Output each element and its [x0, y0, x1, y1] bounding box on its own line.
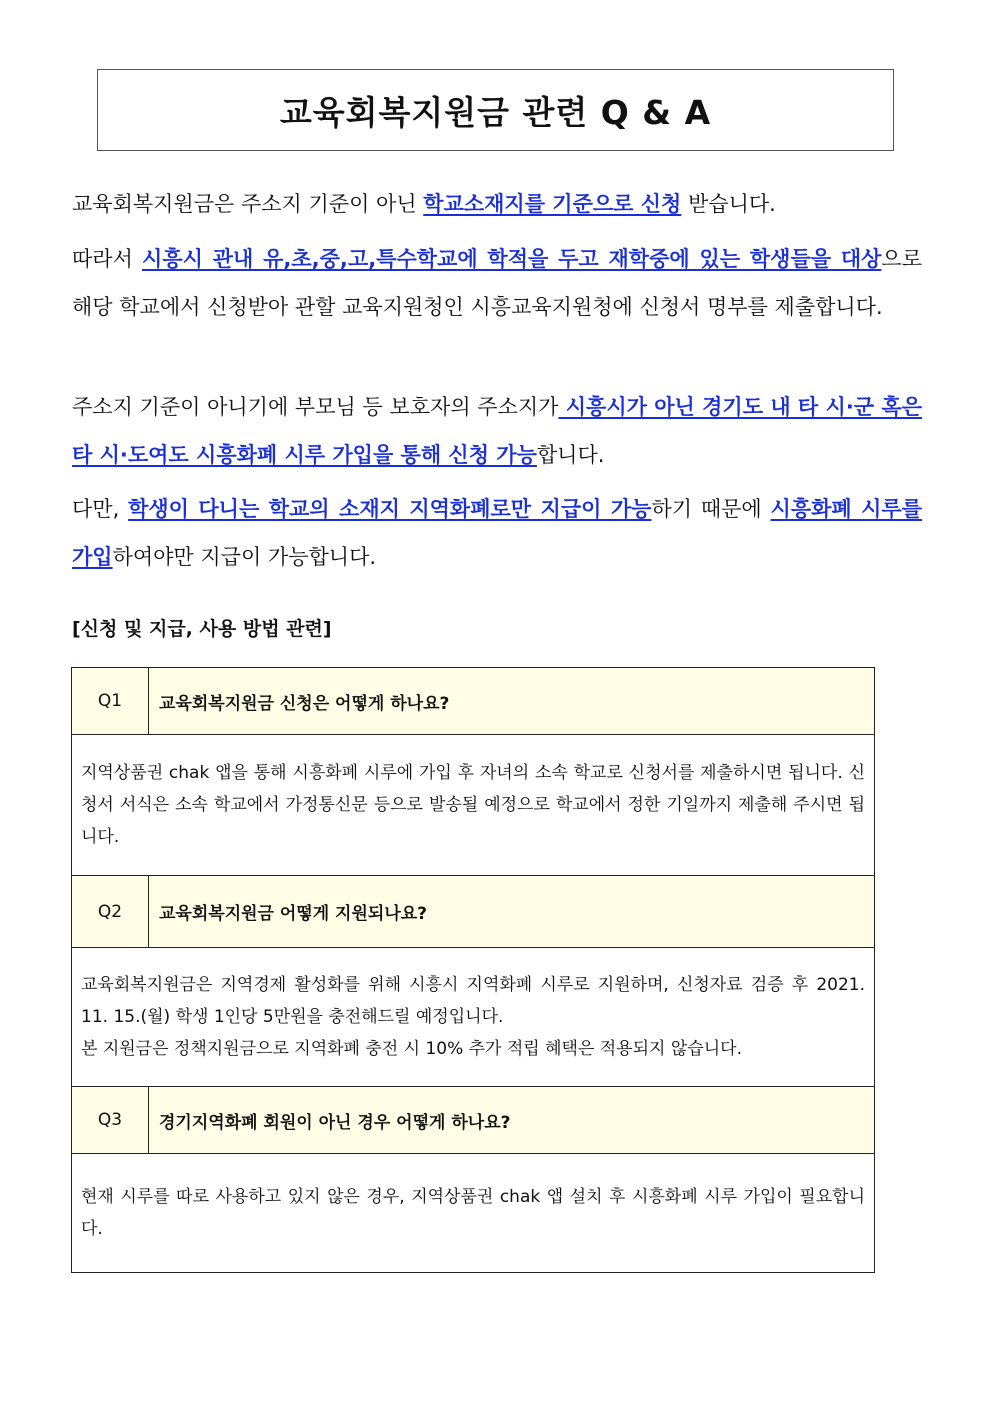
intro-paragraph-3 [72, 383, 922, 479]
intro-paragraph-2 [72, 235, 922, 331]
answer-row [72, 1154, 875, 1273]
question-text: 경기지역화폐 회원이 아닌 경우 어떻게 하나요? [149, 1087, 875, 1154]
intro-text: 주소지 기준이 아니기에 부모님 등 보호자의 주소지가 [72, 395, 559, 419]
question-number: Q3 [72, 1087, 149, 1154]
intro-highlight: 시흥시 관내 유,초,중,고,특수학교에 학적을 두고 재학중에 있는 학생들을 대상 [142, 247, 882, 271]
intro-highlight: 시흥시가 아닌 경기도 내 타 시·군 혹은 타 시·도여도 시흥화폐 시루 가입을 통해 신청 가능 [72, 395, 922, 467]
page-title: 교육회복지원금 관련 Q & A [279, 92, 712, 132]
intro-paragraph-4 [72, 485, 922, 581]
intro-text: 으로 해당 학교에서 신청받아 관할 교육지원청인 시흥교육지원청에 신청서 명부를 제출합니다. [72, 247, 922, 319]
intro-text: 따라서 [72, 247, 143, 271]
intro-highlight: 학생이 다니는 학교의 소재지 지역화폐로만 지급이 가능 [128, 497, 652, 521]
intro-text: 합니다. [536, 443, 605, 467]
question-text: 교육회복지원금 어떻게 지원되나요? [149, 876, 875, 948]
question-number: Q1 [72, 668, 149, 735]
intro-paragraph-1 [72, 180, 922, 228]
answer-row [72, 735, 875, 876]
title-box [97, 69, 894, 151]
answer-cell [72, 948, 875, 1087]
intro-highlight: 시흥화폐 시루를 가입 [72, 497, 922, 569]
qa-table [71, 667, 875, 1273]
intro-text: 하여야만 지급이 가능합니다. [112, 545, 377, 569]
answer-note: 본 지원금은 정책지원금으로 지역화폐 충전 시 10% 추가 적립 혜택은 적용되지 않습니다. [81, 1039, 742, 1059]
section-title: [신청 및 지급, 사용 방법 관련] [72, 618, 332, 640]
question-row [72, 876, 875, 948]
answer-row [72, 948, 875, 1087]
intro-text: 하기 때문에 [651, 497, 771, 521]
question-row [72, 1087, 875, 1154]
answer-text: 현재 시루를 따로 사용하고 있지 않은 경우, 지역상품권 chak 앱 설치 후 시흥화폐 시루 가입이 필요합니다. [72, 1154, 875, 1273]
intro-highlight: 학교소재지를 기준으로 신청 [423, 192, 682, 216]
intro-text: 교육회복지원금은 주소지 기준이 아닌 [72, 192, 424, 216]
question-row [72, 668, 875, 735]
question-number: Q2 [72, 876, 149, 948]
intro-text: 다만, [72, 497, 129, 521]
question-text: 교육회복지원금 신청은 어떻게 하나요? [149, 668, 875, 735]
answer-text: 지역상품권 chak 앱을 통해 시흥화폐 시루에 가입 후 자녀의 소속 학교로 신청서를 제출하시면 됩니다. 신청서 서식은 소속 학교에서 가정통신문 등으로 발송될 예정으로 학교에서 정한 기일까지 제출해 주시면 됩니다. [72, 735, 875, 876]
intro-text: 받습니다. [681, 192, 776, 216]
answer-text: 교육회복지원금은 지역경제 활성화를 위해 시흥시 지역화폐 시루로 지원하며, 신청자료 검증 후 2021. 11. 15.(월) 학생 1인당 5만원을 충전해드릴 예정입니다. [81, 975, 865, 1027]
